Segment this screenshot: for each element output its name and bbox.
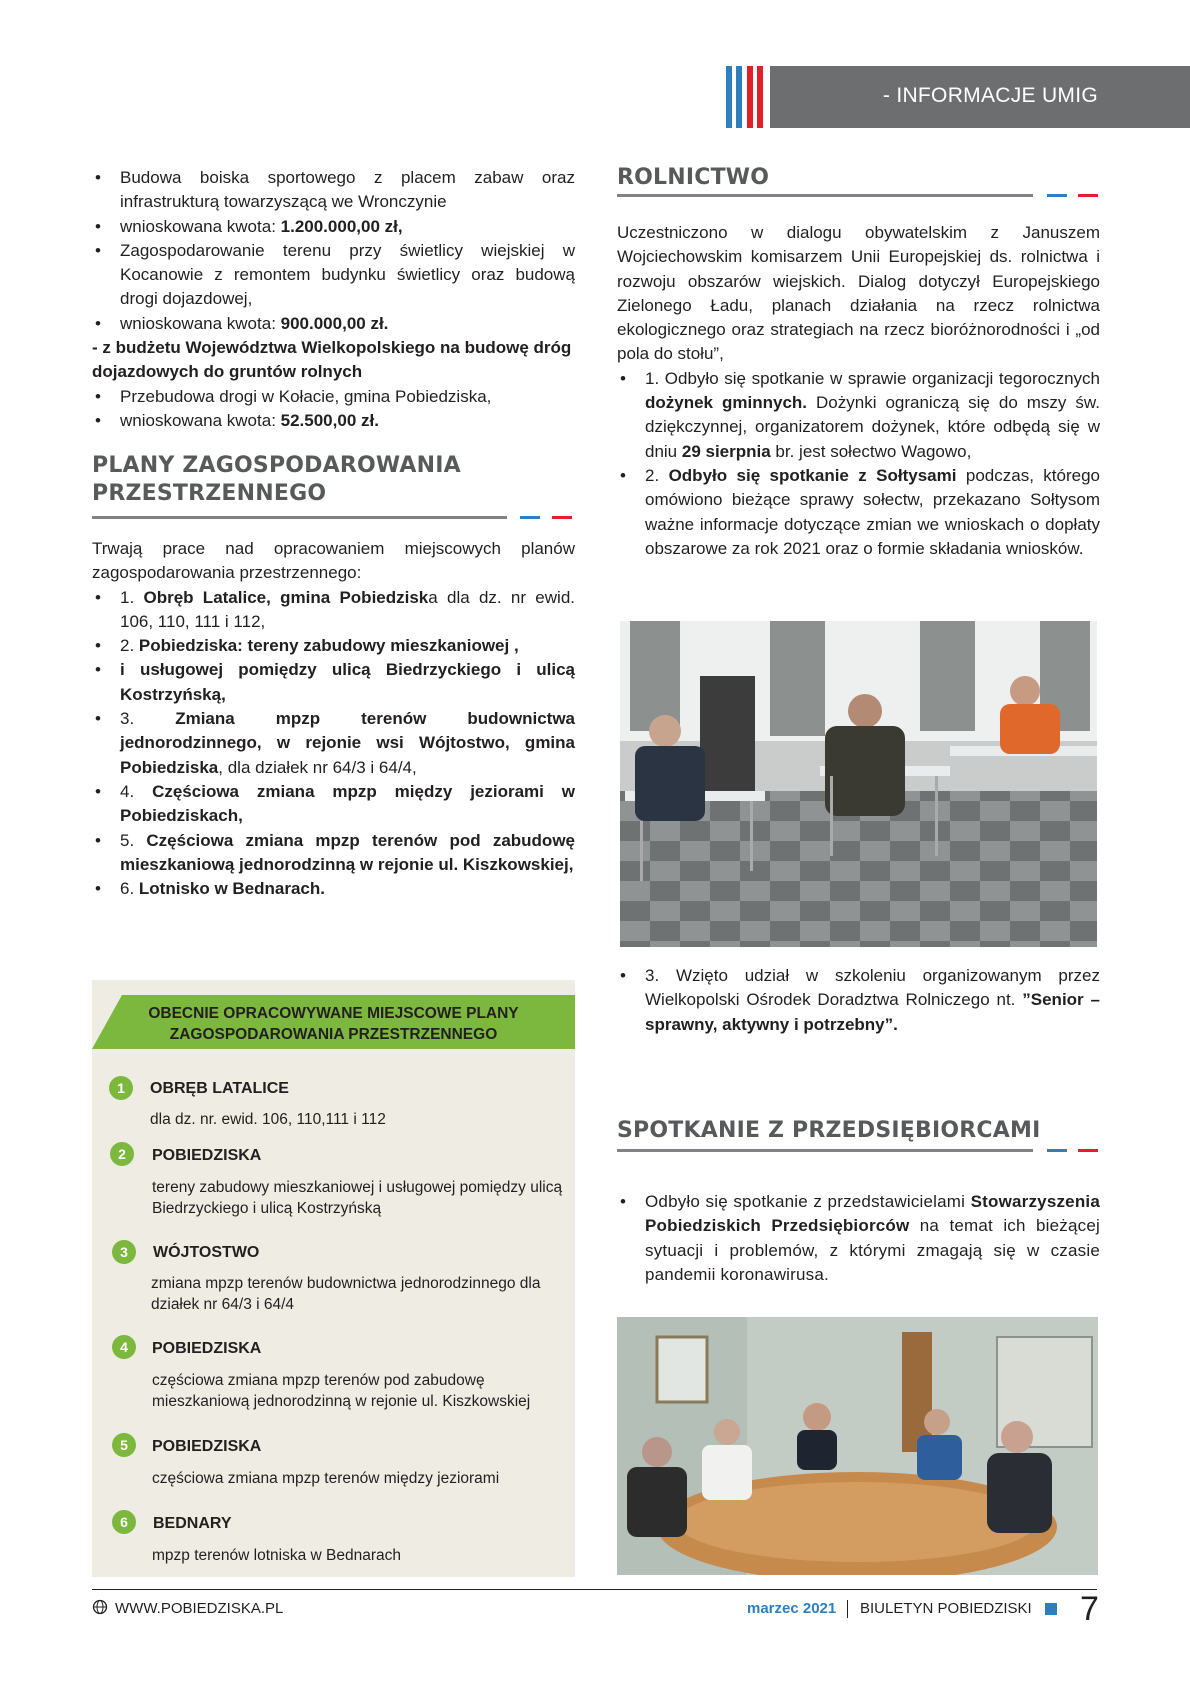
publication-name: BIULETYN POBIEDZISKI [860,1600,1032,1617]
plan-item-title: POBIEDZISKA [152,1438,262,1455]
list-item: • 1. Obręb Latalice, gmina Pobiedziska dla dz. nr ewid. 106, 110, 111 i 112, [92,586,575,635]
footer-divider [847,1600,848,1618]
budget-heading: - z budżetu Województwa Wielkopolskiego na budowę dróg dojazdowych do gruntów rolnych [92,338,572,382]
box-title-line1: OBECNIE OPRACOWYWANE MIEJSCOWE PLANY [148,1005,519,1022]
rolnictwo-dash-blue [1047,194,1067,197]
plany-title-line1: PLANY ZAGOSPODAROWANIA [92,453,461,478]
plany-body [92,537,575,901]
header-stripe-blue-1 [726,66,732,128]
badge-number: 4 [112,1335,136,1359]
road-list [92,385,575,434]
plan-item-title: WÓJTOSTWO [153,1244,260,1261]
plan-item-title: BEDNARY [153,1515,232,1532]
rolnictwo-title: ROLNICTWO [617,165,770,190]
plany-dash-blue [520,516,540,519]
list-item: • Budowa boiska sportowego z placem zabaw oraz infrastrukturą towarzyszącą we Wronczynie [92,166,575,215]
rolnictwo-intro: Uczestniczono w dialogu obywatelskim z Januszem Wojciechowskim komisarzem Unii Europejskiej ds. rolnictwa i rozwoju obszarów wiejskich. Dialog dotyczył Europejskiego Zielonego Ładu, planach działania na rzecz rolnictwa ekologicznego oraz strategiach na rzecz bioróżnorodności i „od pola do stołu”, [617,223,1100,364]
plany-intro: Trwają prace nad opracowaniem miejscowych planów zagospodarowania przestrzennego: [92,539,575,583]
photo-meeting [620,621,1097,947]
globe-icon [92,1599,108,1619]
list-item: • 1. Odbyło się spotkanie w sprawie organizacji tegorocznych dożynek gminnych. Dożynki ograniczą się do mszy św. dziękczynnej, organizatorem dożynek, które odbędą się w dniu 29 sierpnia br. jest sołectwo Wagowo, [617,367,1100,464]
list-item: • wnioskowana kwota: 900.000,00 zł. [92,312,575,336]
page-number: 7 [1080,1590,1099,1628]
rolnictwo-list [617,367,1100,561]
list-item: • 2. Pobiedziska: tereny zabudowy mieszkaniowej , [92,634,575,658]
badge-number: 3 [112,1240,136,1264]
list-item: • 4. Częściowa zmiana mpzp między jeziorami w Pobiedziskach, [92,780,575,829]
website-link[interactable]: WWW.POBIEDZISKA.PL [115,1600,284,1617]
list-item: • wnioskowana kwota: 1.200.000,00 zł, [92,215,575,239]
badge-number: 1 [109,1076,133,1100]
plan-item-title: POBIEDZISKA [152,1340,262,1357]
box-title-line2: ZAGOSPODAROWANIA PRZESTRZENNEGO [169,1026,498,1043]
footer-rule [92,1589,1097,1590]
spotkanie-dash-blue [1047,1149,1067,1152]
spotkanie-body [617,1190,1100,1287]
rolnictwo-rule [617,194,1033,197]
investment-list [92,166,575,336]
list-item: • 6. Lotnisko w Bednarach. [92,877,575,901]
list-item: • Odbyło się spotkanie z przedstawicielami Stowarzyszenia Pobiedziskich Przedsiębiorców na temat ich bieżącej sytuacji i problemów, z którymi zmagają się w czasie pandemii koronawirusa. [617,1190,1100,1287]
section-label: - INFORMACJE UMIG [882,84,1098,107]
list-item: • Przebudowa drogi w Kołacie, gmina Pobiedziska, [92,385,575,409]
plany-rule [92,516,507,519]
list-item: • Zagospodarowanie terenu przy świetlicy wiejskiej w Kocanowie z remontem budynku świetlicy oraz budową drogi dojazdowej, [92,239,575,312]
plan-item-desc: tereny zabudowy mieszkaniowej i usługowej pomiędzy ulicą Biedrzyckiego i ulicą Kostrzyńską [152,1179,563,1217]
list-item: • 3. Zmiana mpzp terenów budownictwa jednorodzinnego, w rejonie wsi Wójtostwo, gmina Pobiedziska, dla działek nr 64/3 i 64/4, [92,707,575,780]
plan-item-title: POBIEDZISKA [152,1147,262,1164]
plan-item-desc: częściowa zmiana mpzp terenów między jeziorami [152,1470,500,1487]
header-stripe-blue-2 [736,66,742,128]
plany-title [92,452,461,508]
badge-number: 5 [112,1433,136,1457]
list-item: • 5. Częściowa zmiana mpzp terenów pod zabudowę mieszkaniową jednorodzinną w rejonie ul. Kiszkowskiej, [92,829,575,878]
rolnictwo-list-after [617,964,1100,1037]
plan-item-desc: częściowa zmiana mpzp terenów pod zabudowę mieszkaniową jednorodzinną w rejonie ul. Kiszkowskiej [152,1372,531,1410]
plany-dash-red [552,516,572,519]
photo-entrepreneurs-meeting [617,1317,1098,1575]
plany-title-line2: PRZESTRZENNEGO [92,481,327,506]
rolnictwo-body [617,221,1100,561]
plan-item-desc: zmiana mpzp terenów budownictwa jednorodzinnego dla działek nr 64/3 i 64/4 [151,1275,541,1313]
list-item: • 2. Odbyło się spotkanie z Sołtysami podczas, którego omówiono bieżące sprawy sołectw, przekazano Sołtysom ważne informacje dotyczące zmian we wnioskach o dopłaty obszarowe za rok 2021 oraz o formie składania wniosków. [617,464,1100,561]
rolnictwo-dash-red [1078,194,1098,197]
plany-list [92,586,575,902]
rolnictwo-body-after [617,964,1100,1037]
box-title [100,1003,567,1045]
list-item: • i usługowej pomiędzy ulicą Biedrzyckiego i ulicą Kostrzyńską, [92,658,575,707]
header-stripe-red-2 [757,66,763,128]
spotkanie-dash-red [1078,1149,1098,1152]
badge-number: 2 [110,1142,134,1166]
header-stripe-red-1 [747,66,753,128]
plan-item-desc: dla dz. nr. ewid. 106, 110,111 i 112 [150,1111,386,1128]
plan-item-title: OBRĘB LATALICE [150,1080,289,1097]
issue-date: marzec 2021 [747,1600,837,1617]
list-item: • wnioskowana kwota: 52.500,00 zł. [92,409,575,433]
spotkanie-title: SPOTKANIE Z PRZEDSIĘBIORCAMI [617,1118,1041,1143]
spotkanie-list [617,1190,1100,1287]
list-item: • 3. Wzięto udział w szkoleniu organizowanym przez Wielkopolski Ośrodek Doradztwa Rolniczego nt. ”Senior – sprawny, aktywny i potrzebny”. [617,964,1100,1037]
left-intro-block [92,166,575,433]
spotkanie-rule [617,1149,1033,1152]
footer-square [1045,1603,1057,1615]
plan-item-desc: mpzp terenów lotniska w Bednarach [152,1547,401,1564]
badge-number: 6 [112,1510,136,1534]
